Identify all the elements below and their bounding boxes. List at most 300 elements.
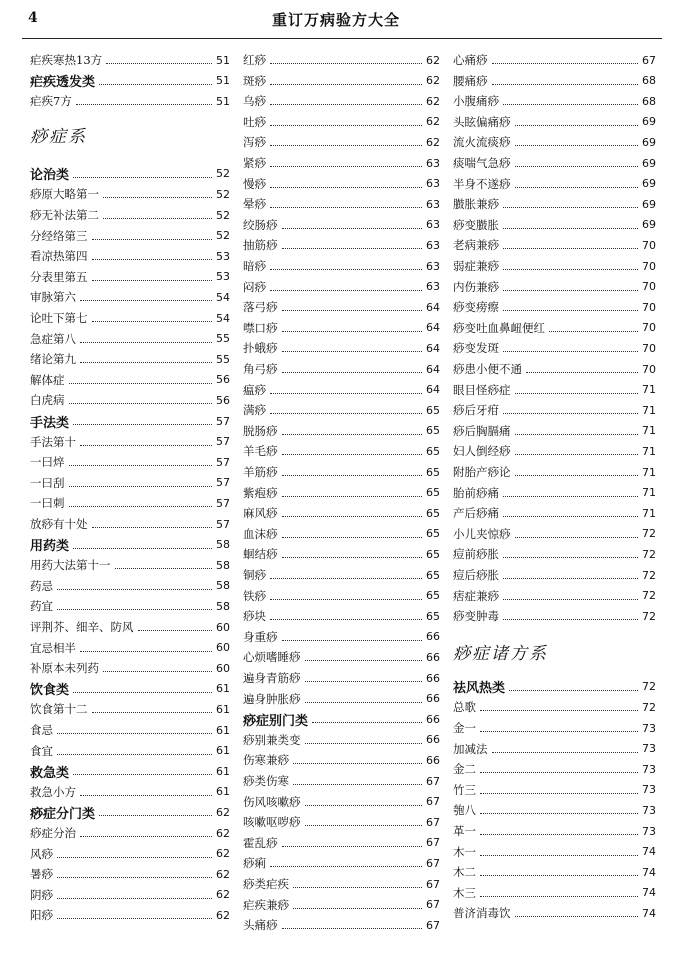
toc-entry[interactable]	[453, 697, 656, 717]
dot-leader	[549, 330, 638, 332]
toc-entry-title: 闷痧	[243, 279, 266, 294]
toc-entry[interactable]	[243, 256, 440, 276]
toc-entry[interactable]	[453, 503, 656, 523]
toc-entry-title: 革一	[453, 824, 476, 838]
toc-entry[interactable]	[30, 184, 230, 204]
toc-entry-title: 痧症别门类	[243, 713, 309, 729]
toc-entry[interactable]	[453, 462, 656, 482]
toc-entry-page: 66	[426, 630, 440, 644]
dot-leader	[73, 423, 212, 425]
toc-entry[interactable]	[453, 380, 656, 400]
toc-entry[interactable]	[453, 153, 656, 173]
dot-leader	[282, 309, 423, 311]
toc-entry-page: 73	[642, 762, 656, 776]
toc-entry[interactable]	[243, 421, 440, 441]
toc-entry-page: 62	[216, 908, 230, 922]
toc-entry[interactable]	[30, 741, 230, 761]
toc-entry-title: 红痧	[243, 53, 266, 67]
toc-entry-title: 脱肠痧	[243, 423, 278, 438]
toc-entry-page: 62	[216, 867, 230, 881]
toc-entry[interactable]	[30, 205, 230, 225]
dot-leader	[92, 711, 213, 713]
toc-entry-page: 62	[216, 826, 230, 840]
toc-entry[interactable]	[30, 514, 230, 534]
toc-entry-title: 痧无补法第二	[30, 208, 99, 222]
toc-entry-page: 67	[426, 774, 440, 788]
toc-entry[interactable]	[243, 853, 440, 873]
toc-entry[interactable]	[30, 267, 230, 287]
toc-entry[interactable]	[243, 215, 440, 235]
toc-entry-page: 61	[216, 723, 230, 737]
toc-entry[interactable]	[243, 112, 440, 132]
toc-entry[interactable]	[30, 720, 230, 740]
toc-entry-page: 62	[426, 135, 440, 149]
toc-entry-title: 痧别兼类变	[243, 732, 301, 747]
toc-entry-page: 64	[426, 362, 440, 376]
toc-entry[interactable]	[453, 842, 656, 862]
dot-leader	[503, 598, 638, 600]
toc-column-2	[243, 48, 440, 948]
toc-entry-page: 63	[426, 177, 440, 191]
toc-entry[interactable]	[453, 112, 656, 132]
toc-entry[interactable]	[453, 318, 656, 338]
dot-leader	[503, 309, 638, 311]
toc-entry-title: 痧患小便不通	[453, 362, 522, 376]
toc-entry[interactable]	[453, 235, 656, 255]
toc-entry-page: 58	[216, 558, 230, 572]
toc-entry[interactable]	[453, 132, 656, 152]
toc-entry-title: 总歌	[453, 700, 476, 715]
toc-entry-title: 抽筋痧	[243, 238, 278, 253]
toc-entry[interactable]	[243, 750, 440, 770]
toc-entry[interactable]	[243, 483, 440, 503]
toc-entry[interactable]	[243, 668, 440, 688]
toc-entry-page: 57	[216, 435, 230, 449]
toc-entry-title: 竹三	[453, 782, 476, 797]
dot-leader	[57, 608, 212, 610]
dot-leader	[270, 103, 422, 105]
toc-entry[interactable]	[453, 174, 656, 194]
toc-entry[interactable]	[453, 544, 656, 564]
toc-entry-title: 痘后痧胀	[453, 568, 499, 582]
toc-entry-title: 痧变肿毒	[453, 609, 499, 624]
toc-entry[interactable]	[453, 50, 656, 70]
toc-entry-page: 62	[426, 74, 440, 88]
toc-category[interactable]	[30, 761, 230, 781]
toc-entry[interactable]	[30, 473, 230, 493]
toc-entry-page: 67	[426, 877, 440, 891]
toc-entry-title: 伤寒兼痧	[243, 753, 289, 768]
dot-leader	[503, 289, 638, 291]
dot-leader	[305, 659, 423, 661]
dot-leader	[73, 547, 212, 549]
toc-entry[interactable]	[243, 647, 440, 667]
dot-leader	[492, 83, 639, 85]
toc-entry[interactable]	[30, 287, 230, 307]
toc-entry-page: 66	[426, 733, 440, 747]
toc-entry-page: 69	[642, 197, 656, 211]
toc-entry-page: 61	[216, 682, 230, 696]
toc-category[interactable]	[243, 709, 440, 729]
toc-entry[interactable]	[453, 524, 656, 544]
toc-category[interactable]	[30, 679, 230, 699]
toc-entry-title: 用药大法第十一	[30, 558, 111, 573]
toc-entry-page: 68	[642, 74, 656, 88]
dot-leader	[92, 238, 213, 240]
toc-entry-title: 急症第八	[30, 331, 76, 346]
toc-entry[interactable]	[453, 606, 656, 626]
dot-leader	[76, 103, 212, 105]
toc-entry[interactable]	[30, 555, 230, 575]
toc-entry[interactable]	[243, 689, 440, 709]
toc-entry-page: 72	[642, 589, 656, 603]
toc-entry[interactable]	[30, 432, 230, 452]
toc-entry-page: 54	[216, 311, 230, 325]
toc-entry[interactable]	[243, 50, 440, 70]
toc-entry-title: 放痧有十处	[30, 517, 88, 531]
toc-entry-page: 72	[642, 568, 656, 582]
toc-entry-page: 70	[642, 300, 656, 314]
toc-entry[interactable]	[453, 586, 656, 606]
toc-entry[interactable]	[453, 565, 656, 585]
dot-leader	[293, 886, 422, 888]
toc-entry[interactable]	[453, 718, 656, 738]
toc-entry-page: 51	[216, 94, 230, 108]
toc-entry[interactable]	[453, 256, 656, 276]
toc-entry-page: 61	[216, 744, 230, 758]
toc-entry[interactable]	[453, 483, 656, 503]
toc-entry[interactable]	[453, 862, 656, 882]
toc-entry-page: 68	[642, 94, 656, 108]
page-number: 4	[28, 10, 38, 26]
toc-entry-page: 63	[426, 280, 440, 294]
dot-leader	[526, 371, 638, 373]
dot-leader	[80, 341, 212, 343]
dot-leader	[69, 382, 213, 384]
toc-entry[interactable]	[30, 638, 230, 658]
toc-entry-title: 半身不遂痧	[453, 176, 511, 191]
toc-entry-page: 72	[642, 609, 656, 623]
toc-entry-page: 62	[216, 847, 230, 861]
toc-entry-page: 65	[426, 568, 440, 582]
dot-leader	[480, 709, 638, 711]
toc-entry-title: 臌胀兼痧	[453, 197, 499, 212]
toc-entry[interactable]	[243, 194, 440, 214]
toc-category[interactable]	[30, 411, 230, 431]
toc-entry[interactable]	[243, 462, 440, 482]
toc-entry-page: 63	[426, 156, 440, 170]
toc-entry[interactable]	[453, 739, 656, 759]
dot-leader	[270, 62, 422, 64]
toc-entry-title: 紫疱痧	[243, 485, 278, 500]
toc-category[interactable]	[453, 677, 656, 697]
toc-entry-page: 64	[426, 341, 440, 355]
toc-entry-title: 疟疾寒热13方	[30, 53, 103, 67]
toc-entry-title: 药忌	[30, 578, 53, 593]
dot-leader	[503, 412, 638, 414]
dot-leader	[480, 854, 638, 856]
toc-entry[interactable]	[453, 421, 656, 441]
toc-entry-page: 61	[216, 764, 230, 778]
toc-entry[interactable]	[243, 812, 440, 832]
dot-leader	[57, 588, 212, 590]
toc-entry[interactable]	[243, 606, 440, 626]
dot-leader	[57, 856, 212, 858]
toc-entry-title: 遍身青筋痧	[243, 671, 301, 685]
toc-entry-page: 74	[642, 906, 656, 920]
toc-entry-title: 宜忌相半	[30, 640, 76, 655]
toc-entry-page: 58	[216, 538, 230, 552]
dot-leader	[92, 258, 213, 260]
toc-entry[interactable]	[243, 503, 440, 523]
toc-entry-title: 痧变吐血鼻衄便红	[453, 320, 545, 335]
dot-leader	[73, 773, 212, 775]
dot-leader	[480, 874, 638, 876]
toc-entry-title: 斑痧	[243, 73, 266, 88]
toc-column-3	[453, 48, 656, 948]
toc-entry[interactable]	[30, 823, 230, 843]
toc-entry-title: 木二	[453, 865, 476, 880]
toc-entry[interactable]	[243, 297, 440, 317]
toc-category[interactable]	[30, 164, 230, 184]
toc-entry[interactable]	[30, 617, 230, 637]
toc-entry[interactable]	[243, 627, 440, 647]
toc-entry-page: 69	[642, 115, 656, 129]
dot-leader	[305, 680, 423, 682]
toc-entry[interactable]	[453, 277, 656, 297]
dot-leader	[293, 907, 422, 909]
toc-entry-title: 食忌	[30, 723, 53, 737]
dot-leader	[270, 186, 422, 188]
toc-entry-page: 65	[426, 465, 440, 479]
dot-leader	[282, 639, 423, 641]
toc-entry[interactable]	[243, 277, 440, 297]
toc-entry[interactable]	[30, 782, 230, 802]
toc-entry[interactable]	[30, 905, 230, 925]
toc-entry-page: 63	[426, 218, 440, 232]
toc-entry-title: 麻风痧	[243, 506, 278, 521]
toc-entry[interactable]	[453, 883, 656, 903]
toc-entry-page: 65	[426, 486, 440, 500]
toc-entry-title: 救急小方	[30, 784, 76, 799]
toc-entry-title: 遍身肿胀痧	[243, 691, 301, 706]
toc-entry-page: 72	[642, 680, 656, 694]
toc-category[interactable]	[30, 802, 230, 822]
toc-entry[interactable]	[243, 400, 440, 420]
toc-entry[interactable]	[243, 338, 440, 358]
dot-leader	[282, 227, 423, 229]
toc-entry[interactable]	[243, 132, 440, 152]
toc-entry[interactable]	[453, 91, 656, 111]
toc-entry[interactable]	[453, 821, 656, 841]
toc-entry[interactable]	[243, 895, 440, 915]
toc-entry[interactable]	[30, 699, 230, 719]
toc-entry[interactable]	[30, 91, 230, 111]
toc-entry[interactable]	[453, 800, 656, 820]
toc-entry[interactable]	[30, 576, 230, 596]
toc-entry-title: 评荆芥、细辛、防风	[30, 620, 134, 634]
toc-entry[interactable]	[243, 91, 440, 111]
toc-entry[interactable]	[453, 780, 656, 800]
toc-entry-title: 角弓痧	[243, 362, 278, 376]
toc-entry[interactable]	[243, 833, 440, 853]
toc-entry-title: 救急类	[30, 765, 70, 781]
dot-leader	[515, 124, 639, 126]
toc-entry-title: 落弓痧	[243, 300, 278, 315]
toc-entry[interactable]	[243, 544, 440, 564]
toc-entry-page: 74	[642, 886, 656, 900]
dot-leader	[57, 917, 212, 919]
dot-leader	[69, 402, 213, 404]
dot-leader	[282, 495, 423, 497]
dot-leader	[515, 915, 639, 917]
toc-entry[interactable]	[30, 329, 230, 349]
dot-leader	[480, 833, 638, 835]
toc-entry[interactable]	[453, 441, 656, 461]
toc-entry-title: 铜痧	[243, 568, 266, 582]
toc-entry[interactable]	[30, 658, 230, 678]
toc-entry-page: 65	[426, 403, 440, 417]
toc-category[interactable]	[30, 535, 230, 555]
toc-entry[interactable]	[30, 370, 230, 390]
toc-entry-title: 普济消毒饮	[453, 906, 511, 921]
toc-entry-page: 53	[216, 270, 230, 284]
dot-leader	[305, 742, 423, 744]
toc-entry[interactable]	[30, 452, 230, 472]
dot-leader	[515, 536, 639, 538]
toc-entry[interactable]	[243, 915, 440, 935]
toc-entry[interactable]	[243, 359, 440, 379]
toc-entry[interactable]	[30, 885, 230, 905]
toc-entry[interactable]	[453, 359, 656, 379]
toc-entry[interactable]	[453, 903, 656, 923]
toc-entry[interactable]	[243, 771, 440, 791]
toc-entry[interactable]	[243, 586, 440, 606]
toc-entry-title: 痧症分治	[30, 826, 76, 840]
toc-entry[interactable]	[30, 493, 230, 513]
toc-entry-page: 57	[216, 496, 230, 510]
toc-entry[interactable]	[30, 308, 230, 328]
section-title: 痧症诸方系	[453, 643, 548, 664]
dot-leader	[69, 485, 213, 487]
toc-entry-page: 69	[642, 218, 656, 232]
toc-entry-title: 一曰焠	[30, 455, 65, 470]
toc-entry[interactable]	[30, 246, 230, 266]
dot-leader	[282, 433, 423, 435]
toc-entry-page: 64	[426, 321, 440, 335]
toc-entry[interactable]	[453, 338, 656, 358]
dot-leader	[57, 753, 212, 755]
toc-entry[interactable]	[453, 71, 656, 91]
toc-entry-page: 58	[216, 579, 230, 593]
toc-entry-title: 铁痧	[243, 588, 266, 603]
dot-leader	[270, 124, 422, 126]
toc-entry-title: 附胎产痧论	[453, 465, 511, 479]
section-title: 痧症系	[30, 126, 87, 147]
toc-entry-page: 55	[216, 332, 230, 346]
toc-entry-page: 73	[642, 721, 656, 735]
toc-entry[interactable]	[243, 153, 440, 173]
toc-entry[interactable]	[30, 226, 230, 246]
toc-category[interactable]	[30, 71, 230, 91]
toc-entry[interactable]	[243, 318, 440, 338]
toc-entry-title: 慢痧	[243, 176, 266, 191]
dot-leader	[99, 83, 212, 85]
toc-entry-page: 57	[216, 476, 230, 490]
dot-leader	[503, 618, 638, 620]
dot-leader	[503, 495, 638, 497]
toc-entry[interactable]	[453, 759, 656, 779]
toc-entry-title: 用药类	[30, 539, 70, 555]
dot-leader	[503, 206, 638, 208]
toc-entry-title: 审脉第六	[30, 290, 76, 305]
toc-entry[interactable]	[30, 50, 230, 70]
toc-entry[interactable]	[30, 390, 230, 410]
toc-column-1	[30, 48, 230, 948]
toc-entry-page: 63	[426, 197, 440, 211]
toc-entry-page: 69	[642, 156, 656, 170]
toc-entry[interactable]	[243, 565, 440, 585]
toc-entry-page: 55	[216, 352, 230, 366]
toc-entry-title: 胎前痧痛	[453, 485, 499, 500]
toc-entry-page: 53	[216, 249, 230, 263]
dot-leader	[270, 412, 422, 414]
toc-entry[interactable]	[243, 380, 440, 400]
toc-entry-page: 57	[216, 414, 230, 428]
dot-leader	[270, 598, 422, 600]
toc-entry[interactable]	[243, 792, 440, 812]
toc-entry[interactable]	[243, 441, 440, 461]
dot-leader	[515, 144, 639, 146]
dot-leader	[270, 165, 422, 167]
toc-entry[interactable]	[30, 844, 230, 864]
toc-entry[interactable]	[30, 349, 230, 369]
dot-leader	[270, 289, 422, 291]
toc-entry-title: 痧变臌胀	[453, 217, 499, 232]
toc-entry-page: 71	[642, 403, 656, 417]
toc-entry-title: 痧后牙疳	[453, 403, 499, 418]
toc-entry-page: 70	[642, 280, 656, 294]
toc-entry[interactable]	[243, 174, 440, 194]
toc-entry-title: 痧变发斑	[453, 341, 499, 356]
dot-leader	[492, 62, 639, 64]
toc-entry-title: 痧原大略第一	[30, 187, 99, 202]
toc-entry[interactable]	[243, 524, 440, 544]
toc-entry[interactable]	[243, 71, 440, 91]
toc-entry[interactable]	[30, 864, 230, 884]
toc-entry[interactable]	[453, 400, 656, 420]
toc-entry[interactable]	[243, 730, 440, 750]
toc-entry[interactable]	[453, 297, 656, 317]
toc-entry[interactable]	[243, 874, 440, 894]
toc-entry-title: 泻痧	[243, 135, 266, 150]
toc-entry-title: 看凉热第四	[30, 249, 88, 264]
toc-entry[interactable]	[453, 194, 656, 214]
toc-entry-title: 手法类	[30, 415, 70, 431]
toc-entry[interactable]	[243, 235, 440, 255]
toc-entry-page: 56	[216, 393, 230, 407]
dot-leader	[69, 464, 213, 466]
toc-entry-title: 流火流痰痧	[453, 135, 511, 150]
toc-entry-page: 72	[642, 547, 656, 561]
toc-entry-page: 52	[216, 208, 230, 222]
toc-entry-page: 61	[216, 702, 230, 716]
toc-entry-title: 小儿夹惊痧	[453, 526, 511, 541]
toc-entry-page: 65	[426, 589, 440, 603]
toc-entry-title: 身重痧	[243, 629, 278, 644]
toc-entry[interactable]	[453, 215, 656, 235]
toc-entry[interactable]	[30, 596, 230, 616]
